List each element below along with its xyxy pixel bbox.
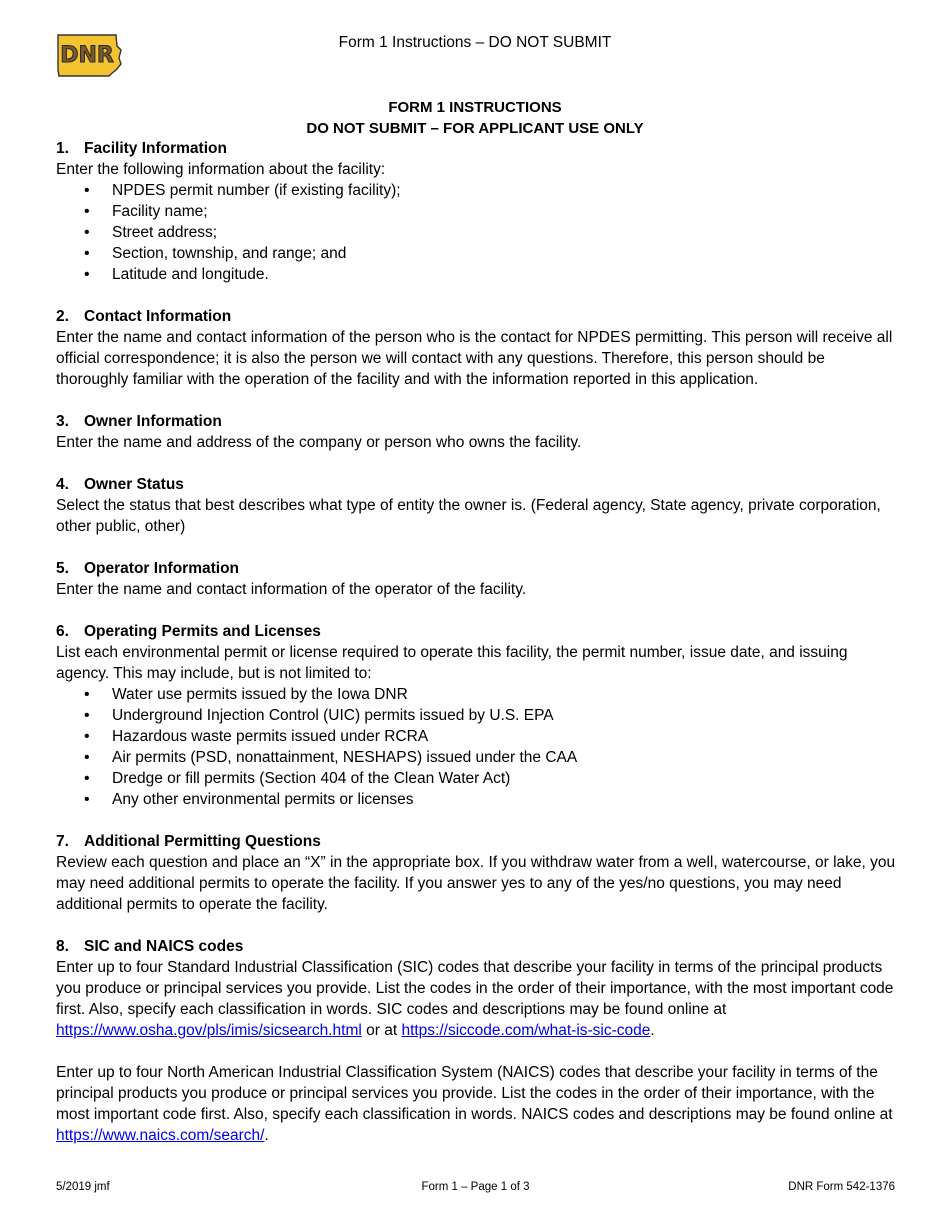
naics-paragraph: Enter up to four North American Industrial Classification System (NAICS) codes that describe your facility in terms of the principal products you produce or principal services you provide. List the codes in the order of their importance, with the most important code first. Also, specify each classification in words. NAICS codes and descriptions may be found online at https://www.naics.com/search/.	[56, 1064, 893, 1144]
list-item: • Latitude and longitude.	[56, 264, 901, 285]
bullet-list	[56, 684, 901, 810]
section-contact-information	[56, 306, 901, 390]
bullet-list	[56, 180, 901, 285]
section-text: Enter the name and contact information of the person who is the contact for NPDES permitting. This person will receive all official correspondence; it is also the person we will contact with any questions. Therefore, this person should be thoroughly familiar with the operation of the facility and with the information reported in this application.	[56, 329, 893, 388]
header-title: Form 1 Instructions – DO NOT SUBMIT	[338, 34, 612, 51]
list-item: • Dredge or fill permits (Section 404 of the Clean Water Act)	[56, 768, 901, 789]
section-operating-permits	[56, 621, 901, 810]
document-title-line1: FORM 1 INSTRUCTIONS	[388, 99, 562, 116]
section-additional-permitting	[56, 831, 901, 915]
naics-link[interactable]: https://www.naics.com/search/	[56, 1127, 265, 1144]
section-heading: 7. Additional Permitting Questions	[56, 833, 321, 850]
footer-form-number: DNR Form 542-1376	[788, 1181, 895, 1193]
section-heading: 4. Owner Status	[56, 476, 184, 493]
section-heading: 1. Facility Information	[56, 140, 227, 157]
list-item: • NPDES permit number (if existing facility);	[56, 180, 901, 201]
section-facility-information	[56, 138, 901, 285]
instructions-content	[56, 138, 901, 1167]
section-text: Enter the name and address of the company or person who owns the facility.	[56, 434, 582, 451]
section-sic-naics	[56, 936, 901, 1146]
section-operator-information	[56, 558, 901, 600]
list-item: • Facility name;	[56, 201, 901, 222]
document-title	[0, 97, 950, 139]
section-text: Review each question and place an “X” in the appropriate box. If you withdraw water from a well, watercourse, or lake, you may need additional permits to operate the facility. If you answer yes to any of the yes/no questions, you may need additional permits to operate the facility.	[56, 854, 896, 913]
dnr-logo-text: DNR	[60, 43, 114, 68]
list-item: • Street address;	[56, 222, 901, 243]
list-item: • Air permits (PSD, nonattainment, NESHAPS) issued under the CAA	[56, 747, 901, 768]
list-item: • Any other environmental permits or licenses	[56, 789, 901, 810]
section-owner-information	[56, 411, 901, 453]
section-intro: List each environmental permit or license required to operate this facility, the permit number, issue date, and issuing agency. This may include, but is not limited to:	[56, 644, 848, 682]
osha-sic-link[interactable]: https://www.osha.gov/pls/imis/sicsearch.html	[56, 1022, 362, 1039]
document-title-line2: DO NOT SUBMIT – FOR APPLICANT USE ONLY	[306, 120, 644, 137]
sic-paragraph: Enter up to four Standard Industrial Classification (SIC) codes that describe your facility in terms of the principal products you produce or principal services you provide. List the codes in the order of their importance, with the most important code first. Also, specify each classification in words. SIC codes and descriptions may be found online at https://www.osha.gov/pls/imis/sicsearch.html or at https://siccode.com/what-is-sic-code.	[56, 959, 894, 1039]
section-text: Select the status that best describes what type of entity the owner is. (Federal agency, State agency, private corporation, other public, other)	[56, 497, 881, 535]
section-text: Enter the name and contact information of the operator of the facility.	[56, 581, 527, 598]
section-intro: Enter the following information about the facility:	[56, 161, 386, 178]
list-item: • Hazardous waste permits issued under RCRA	[56, 726, 901, 747]
list-item: • Section, township, and range; and	[56, 243, 901, 264]
footer-page-number: Form 1 – Page 1 of 3	[421, 1181, 530, 1193]
section-heading: 5. Operator Information	[56, 560, 240, 577]
section-heading: 2. Contact Information	[56, 308, 232, 325]
section-owner-status	[56, 474, 901, 537]
siccode-link[interactable]: https://siccode.com/what-is-sic-code	[401, 1022, 651, 1039]
section-heading: 8. SIC and NAICS codes	[56, 938, 244, 955]
list-item: • Water use permits issued by the Iowa DNR	[56, 684, 901, 705]
section-heading: 6. Operating Permits and Licenses	[56, 623, 321, 640]
section-heading: 3. Owner Information	[56, 413, 222, 430]
footer-date: 5/2019 jmf	[56, 1181, 110, 1193]
list-item: • Underground Injection Control (UIC) permits issued by U.S. EPA	[56, 705, 901, 726]
